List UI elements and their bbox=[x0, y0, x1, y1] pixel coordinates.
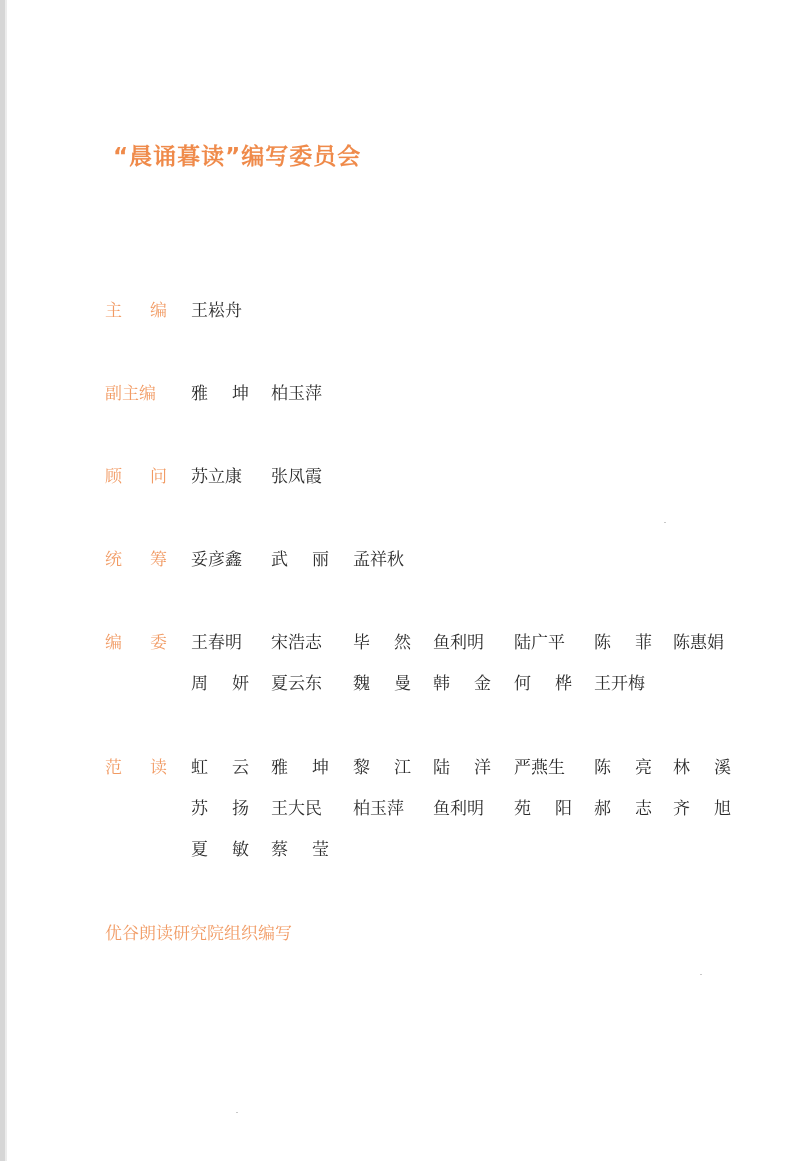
member-name: 雅 坤 bbox=[191, 384, 249, 404]
paper-speck bbox=[700, 974, 702, 975]
member-name: 魏 曼 bbox=[353, 674, 411, 694]
member-name: 何 桦 bbox=[514, 674, 572, 694]
member-name: 周 妍 bbox=[191, 674, 249, 694]
member-name: 妥彦鑫 bbox=[191, 550, 242, 570]
page-binding-shadow bbox=[5, 0, 7, 1161]
member-name: 虹 云 bbox=[191, 758, 249, 778]
member-name: 孟祥秋 bbox=[353, 550, 404, 570]
member-name: 陈 菲 bbox=[594, 633, 652, 653]
member-name: 严燕生 bbox=[514, 758, 565, 778]
member-name: 张凤霞 bbox=[271, 467, 322, 487]
member-name: 雅 坤 bbox=[271, 758, 329, 778]
member-name: 陆 洋 bbox=[433, 758, 491, 778]
paper-speck bbox=[236, 1112, 238, 1113]
paper-speck bbox=[664, 522, 666, 523]
member-name: 蔡 莹 bbox=[271, 840, 329, 860]
member-name: 夏云东 bbox=[271, 674, 322, 694]
member-name: 宋浩志 bbox=[271, 633, 322, 653]
member-name: 王春明 bbox=[191, 633, 242, 653]
member-name: 苑 阳 bbox=[514, 799, 572, 819]
member-name: 齐 旭 bbox=[673, 799, 731, 819]
member-name: 王开梅 bbox=[594, 674, 645, 694]
member-name: 林 溪 bbox=[673, 758, 731, 778]
section-label: 副主编 bbox=[105, 384, 156, 404]
member-name: 柏玉萍 bbox=[353, 799, 404, 819]
member-name: 王崧舟 bbox=[191, 301, 242, 321]
member-name: 毕 然 bbox=[353, 633, 411, 653]
member-name: 陈 亮 bbox=[594, 758, 652, 778]
member-name: 苏 扬 bbox=[191, 799, 249, 819]
member-name: 鱼利明 bbox=[433, 633, 484, 653]
page-title: “晨诵暮读”编写委员会 bbox=[113, 144, 362, 170]
member-name: 王大民 bbox=[271, 799, 322, 819]
member-name: 苏立康 bbox=[191, 467, 242, 487]
member-name: 黎 江 bbox=[353, 758, 411, 778]
member-name: 武 丽 bbox=[271, 550, 329, 570]
member-name: 韩 金 bbox=[433, 674, 491, 694]
member-name: 郝 志 bbox=[594, 799, 652, 819]
member-name: 陆广平 bbox=[514, 633, 565, 653]
member-name: 柏玉萍 bbox=[271, 384, 322, 404]
member-name: 陈惠娟 bbox=[673, 633, 724, 653]
member-name: 鱼利明 bbox=[433, 799, 484, 819]
member-name: 夏 敏 bbox=[191, 840, 249, 860]
organizer-note: 优谷朗读研究院组织编写 bbox=[105, 924, 292, 944]
